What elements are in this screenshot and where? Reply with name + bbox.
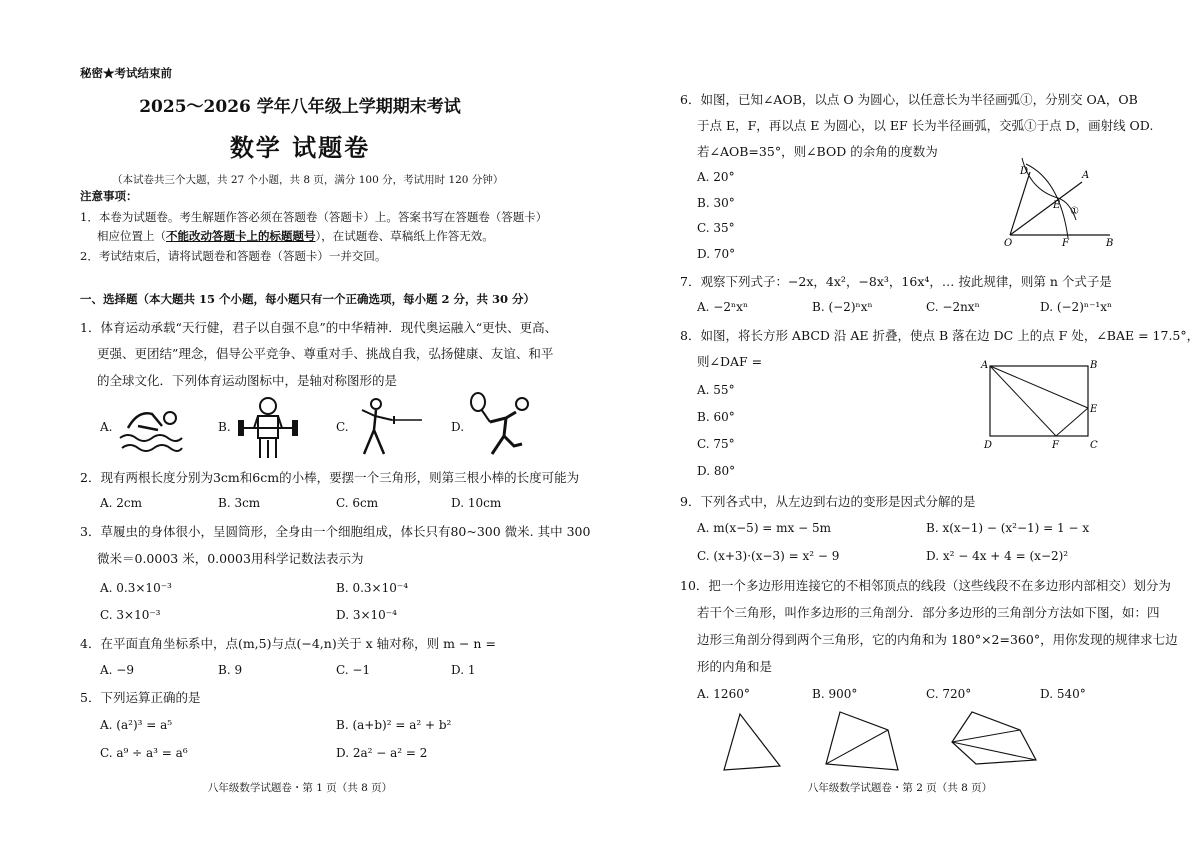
q7-option-a: A. −2ⁿxⁿ [697, 300, 749, 314]
q5-option-c: C. a⁹ ÷ a³ = a⁶ [100, 746, 188, 760]
q8-option-a: A. 55° [697, 383, 735, 397]
q6-option-d: D. 70° [697, 247, 736, 261]
q10-option-c: C. 720° [926, 687, 972, 701]
q8-line-1: 8．如图，将长方形 ABCD 沿 AE 折叠，使点 B 落在边 DC 上的点 F 处，∠BAE = 17.5°， [680, 328, 1200, 343]
q2-option-d: D. 10cm [451, 496, 502, 510]
q10-option-d: D. 540° [1040, 687, 1086, 701]
q2-option-a: A. 2cm [100, 496, 143, 510]
triangle-figure [724, 714, 780, 770]
page-1-footer: 八年级数学试题卷・第 1 页（共 8 页） [207, 782, 393, 794]
note-1-line-2 [97, 229, 494, 244]
q7-option-c: C. −2nxⁿ [926, 300, 980, 314]
q6-fig-label-d: D [1020, 166, 1029, 177]
q1-option-d-label: D. [451, 420, 465, 434]
q1-line-3: 的全球文化．下列体育运动图标中，是轴对称图形的是 [97, 373, 398, 388]
exam-page-2 [600, 0, 1200, 849]
exam-intro: （本试卷共三个大题，共 27 个小题，共 8 页，满分 100 分，考试用时 120 分钟） [112, 174, 504, 186]
q2-option-c: C. 6cm [336, 496, 379, 510]
q6-line-3: 若∠AOB=35°，则∠BOD 的余角的度数为 [697, 144, 938, 159]
q10-option-a: A. 1260° [697, 687, 750, 701]
q4-option-c: C. −1 [336, 663, 371, 677]
q1-option-a-label: A. [100, 420, 113, 434]
q6-fig-label-arc: ① [1070, 206, 1079, 217]
q6-fig-label-f: F [1062, 238, 1069, 249]
notes-title: 注意事项： [80, 189, 138, 203]
badminton-player-icon [466, 392, 536, 460]
q3-option-d: D. 3×10⁻⁴ [336, 608, 397, 622]
note-2: 2．考试结束后，请将试题卷和答题卷（答题卡）一并交回。 [80, 249, 387, 263]
q7-option-b: B. (−2)ⁿxⁿ [812, 300, 873, 314]
q1-option-c-label: C. [336, 420, 349, 434]
q5-option-b: B. (a+b)² = a² + b² [336, 718, 452, 732]
q2-stem: 2．现有两根长度分别为3cm和6cm的小棒，要摆一个三角形，则第三根小棒的长度可能为 [80, 470, 580, 485]
quadrilateral-figure [826, 712, 898, 770]
note-1-line-1: 1．本卷为试题卷。考生解题作答必须在答题卷（答题卡）上。答案书写在答题卷（答题卡） [80, 210, 548, 224]
q7-stem: 7．观察下列式子：−2x，4x²，−8x³，16x⁴，… 按此规律，则第 n 个式子是 [680, 274, 1112, 289]
exam-title: 2025～2026 学年八年级上学期期末考试 [139, 97, 461, 117]
q1-line-1: 1．体育运动承载“天行健，君子以自强不息”的中华精神．现代奥运融入“更快、更高、 [80, 320, 558, 335]
q9-option-d: D. x² − 4x + 4 = (x−2)² [926, 549, 1069, 563]
q6-fig-label-e: E [1053, 200, 1061, 211]
q5-stem: 5．下列运算正确的是 [80, 690, 201, 705]
q6-option-b: B. 30° [697, 196, 735, 210]
q6-line-2: 于点 E，F，再以点 E 为圆心，以 EF 长为半径画弧，交弧①于点 D，画射线 OD. [697, 118, 1154, 133]
q9-option-c: C. (x+3)·(x−3) = x² − 9 [697, 549, 840, 563]
q8-fig-label-a: A [981, 360, 989, 371]
q8-rectangle-figure [980, 358, 1100, 450]
q10-line-4: 形的内角和是 [697, 659, 773, 674]
q1-option-b-label: B. [218, 420, 231, 434]
q8-fig-label-f: F [1052, 440, 1059, 450]
weightlifter-icon [236, 394, 300, 460]
exam-subtitle: 数学 试题卷 [229, 133, 371, 162]
q10-line-2: 若干个三角形，叫作多边形的三角剖分．部分多边形的三角剖分方法如下图，如：四 [697, 605, 1160, 620]
q6-fig-label-a: A [1082, 170, 1090, 181]
q8-fig-label-b: B [1090, 360, 1098, 371]
q3-option-b: B. 0.3×10⁻⁴ [336, 581, 408, 595]
section-1-heading: 一、选择题（本大题共 15 个小题，每小题只有一个正确选项，每小题 2 分，共 30 分） [80, 292, 536, 306]
q2-option-b: B. 3cm [218, 496, 261, 510]
q9-option-b: B. x(x−1) − (x²−1) = 1 − x [926, 521, 1090, 535]
confidential-label: 秘密★考试结束前 [80, 66, 172, 80]
note-1-pre: 相应位置上（ [97, 229, 166, 243]
q8-fig-label-d: D [984, 440, 993, 450]
q9-stem: 9．下列各式中，从左边到右边的变形是因式分解的是 [680, 494, 976, 509]
q8-option-d: D. 80° [697, 464, 736, 478]
q5-option-a: A. (a²)³ = a⁵ [100, 718, 173, 732]
q10-line-1: 10．把一个多边形用连接它的不相邻顶点的线段（这些线段不在多边形内部相交）划分为 [680, 578, 1171, 593]
q8-fig-label-c: C [1090, 440, 1098, 450]
q10-line-3: 边形三角剖分得到两个三角形，它的内角和为 180°×2=360°，用你发现的规律求七边 [697, 632, 1178, 647]
q3-option-c: C. 3×10⁻³ [100, 608, 161, 622]
q6-fig-label-o: O [1004, 238, 1013, 249]
q4-option-d: D. 1 [451, 663, 476, 677]
q1-line-2: 更强、更团结”理念，倡导公平竞争、尊重对手、挑战自我，弘扬健康、友谊、和平 [97, 346, 554, 361]
q7-option-d: D. (−2)ⁿ⁻¹xⁿ [1040, 300, 1113, 314]
q6-fig-label-b: B [1106, 238, 1114, 249]
pentagon-figure [952, 712, 1036, 764]
q8-fig-label-e: E [1090, 404, 1098, 415]
q9-option-a: A. m(x−5) = mx − 5m [697, 521, 832, 535]
q3-line-1: 3．草履虫的身体很小，呈圆筒形，全身由一个细胞组成，体长只有80~300 微米. 其中 300 [80, 524, 591, 539]
q6-option-c: C. 35° [697, 221, 735, 235]
swimmer-icon [118, 400, 184, 456]
fencer-icon [352, 396, 424, 458]
q8-line-2: 则∠DAF = [697, 354, 763, 369]
note-1-underlined: 不能改动答题卡上的标题题号 [166, 229, 316, 243]
q5-option-d: D. 2a² − a² = 2 [336, 746, 428, 760]
page-2-footer: 八年级数学试题卷・第 2 页（共 8 页） [807, 782, 993, 794]
q10-option-b: B. 900° [812, 687, 858, 701]
q8-option-c: C. 75° [697, 437, 735, 451]
q3-option-a: A. 0.3×10⁻³ [100, 581, 172, 595]
q6-angle-figure [1000, 150, 1120, 250]
q8-option-b: B. 60° [697, 410, 735, 424]
q6-line-1: 6．如图，已知∠AOB，以点 O 为圆心，以任意长为半径画弧①，分别交 OA，OB [680, 92, 1138, 107]
q4-stem: 4．在平面直角坐标系中，点(m,5)与点(−4,n)关于 x 轴对称，则 m − n = [80, 636, 496, 651]
q6-option-a: A. 20° [697, 170, 735, 184]
q10-polygon-figures [720, 708, 1040, 778]
q4-option-a: A. −9 [100, 663, 134, 677]
q3-line-2: 微米＝0.0003 米，0.0003用科学记数法表示为 [97, 551, 364, 566]
note-1-post: ），在试题卷、草稿纸上作答无效。 [315, 229, 494, 243]
q4-option-b: B. 9 [218, 663, 243, 677]
